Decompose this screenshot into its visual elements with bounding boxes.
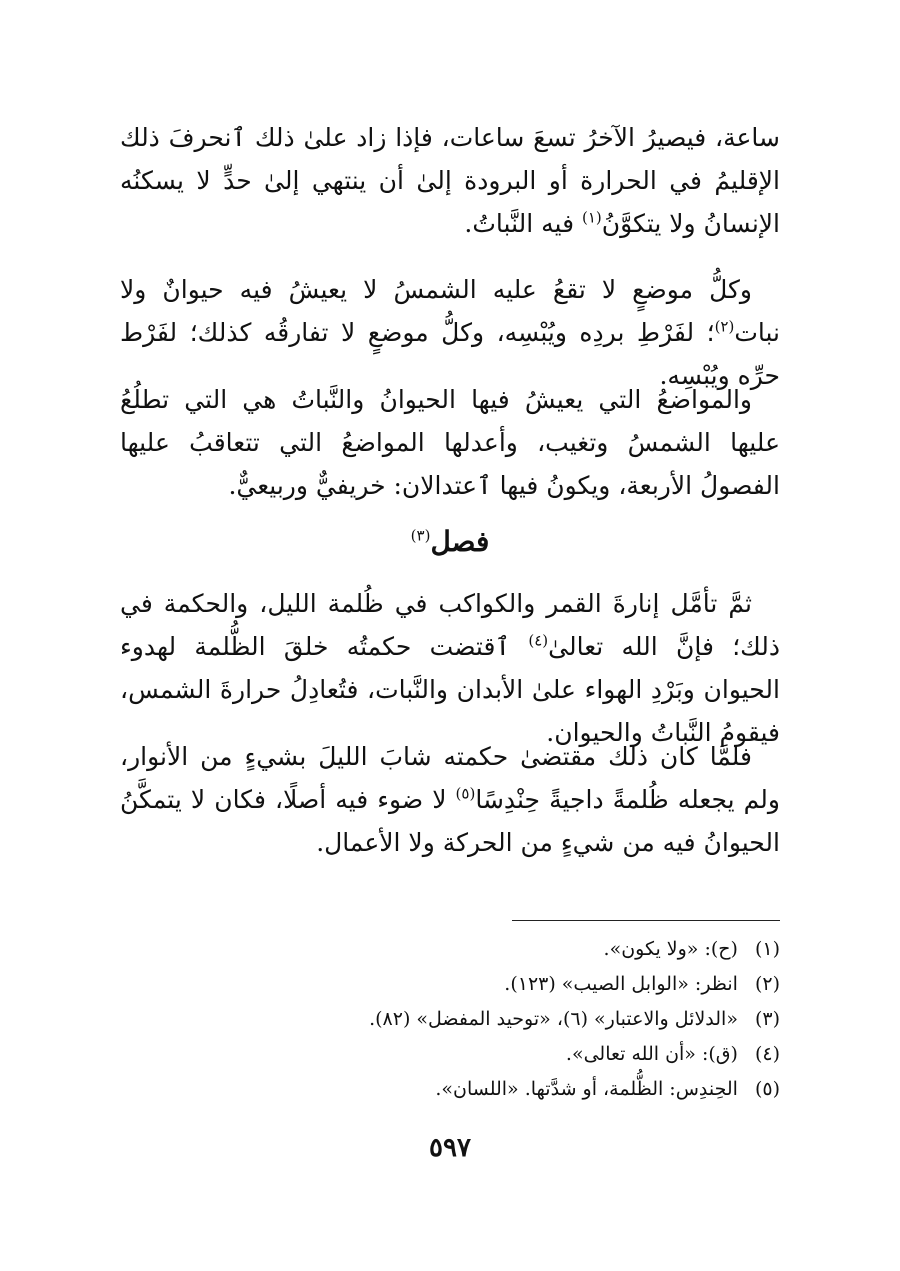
- footnote-number: (٤): [754, 1043, 780, 1065]
- paragraph-2-after: ؛ لفَرْطِ بردِه ويُبْسِه، وكلُّ موضعٍ لا تفارقُه كذلك؛ لفَرْط حرِّه ويُبْسِه.: [120, 318, 780, 390]
- paragraph-1-after: فيه النَّباتُ.: [464, 209, 582, 238]
- footnote-item: [120, 1037, 780, 1072]
- footnote-ref-1[interactable]: (١): [581, 208, 602, 227]
- footnote-text: «الدلائل والاعتبار» (٦)، «توحيد المفضل» (٨٢).: [369, 1008, 738, 1030]
- paragraph-1-text: ساعة، فيصيرُ الآخرُ تسعَ ساعات، فإذا زاد علىٰ ذلك ٱنحرفَ ذلك الإقليمُ في الحرارة أو البرودة إلىٰ أن ينتهي إلىٰ حدٍّ لا يسكنُه الإنسانُ ولا يتكوَّنُ: [120, 123, 780, 238]
- paragraph-4-text: ثمَّ تأمَّل إنارةَ القمر والكواكب في ظُلمة الليل، والحكمة في ذلك؛ فإنَّ الله تعالىٰ: [120, 589, 781, 661]
- footnote-item: [120, 1072, 780, 1107]
- footnote-text: (ح): «ولا يكون».: [603, 938, 738, 960]
- footnote-ref-3[interactable]: (٣): [410, 526, 431, 545]
- footnote-number: (٢): [754, 973, 780, 995]
- footnote-text: الحِندِس: الظُّلمة، أو شدَّتها. «اللسان».: [435, 1078, 738, 1100]
- paragraph-5-text: فلمَّا كان ذلك مقتضىٰ حكمته شابَ الليلَ بشيءٍ من الأنوار، ولم يجعله ظُلمةً داجيةً حِنْدِسًا: [120, 742, 780, 814]
- paragraph-5-after: لا ضوء فيه أصلًا، فكان لا يتمكَّنُ الحيوانُ فيه من شيءٍ من الحركة ولا الأعمال.: [120, 785, 780, 857]
- paragraph-4: [120, 582, 780, 754]
- section-heading: [120, 520, 780, 564]
- paragraph-4-after: ٱقتضت حكمتُه خلقَ الظُّلمة لهدوء الحيوان وبَرْدِ الهواء علىٰ الأبدان والنَّبات، فتُعادِلُ حرارةَ الشمس، فيقومُ النَّباتُ والحيوان.: [120, 632, 780, 747]
- footnotes-section: [120, 932, 780, 1107]
- footnote-item: [120, 967, 780, 1002]
- section-heading-label: فصل: [430, 525, 490, 558]
- footnote-divider: [512, 920, 780, 921]
- footnote-item: [120, 1002, 780, 1037]
- footnote-number: (٣): [754, 1008, 780, 1030]
- page-number: ٥٩٧: [429, 1133, 471, 1163]
- paragraph-1: [120, 116, 780, 245]
- paragraph-3-text: والمواضعُ التي يعيشُ فيها الحيوانُ والنَّباتُ هي التي تطلُعُ عليها الشمسُ وتغيب، وأعدلها المواضعُ التي تتعاقبُ عليها الفصولُ الأربعة، ويكونُ فيها ٱعتدالان: خريفيٌّ وربيعيٌّ.: [120, 385, 780, 500]
- footnote-text: (ق): «أن الله تعالى».: [565, 1043, 738, 1065]
- footnote-text: انظر: «الوابل الصيب» (١٢٣).: [504, 973, 738, 995]
- paragraph-5: [120, 735, 780, 864]
- footnote-number: (٥): [754, 1078, 780, 1100]
- footnote-ref-4[interactable]: (٤): [528, 631, 549, 650]
- footnote-number: (١): [754, 938, 780, 960]
- footnote-ref-2[interactable]: (٢): [714, 317, 735, 336]
- paragraph-3: [120, 378, 780, 507]
- footnote-item: [120, 932, 780, 967]
- footnote-ref-5[interactable]: (٥): [455, 784, 476, 803]
- paragraph-2-text: وكلُّ موضعٍ لا تقعُ عليه الشمسُ لا يعيشُ فيه حيوانٌ ولا نبات: [120, 275, 780, 347]
